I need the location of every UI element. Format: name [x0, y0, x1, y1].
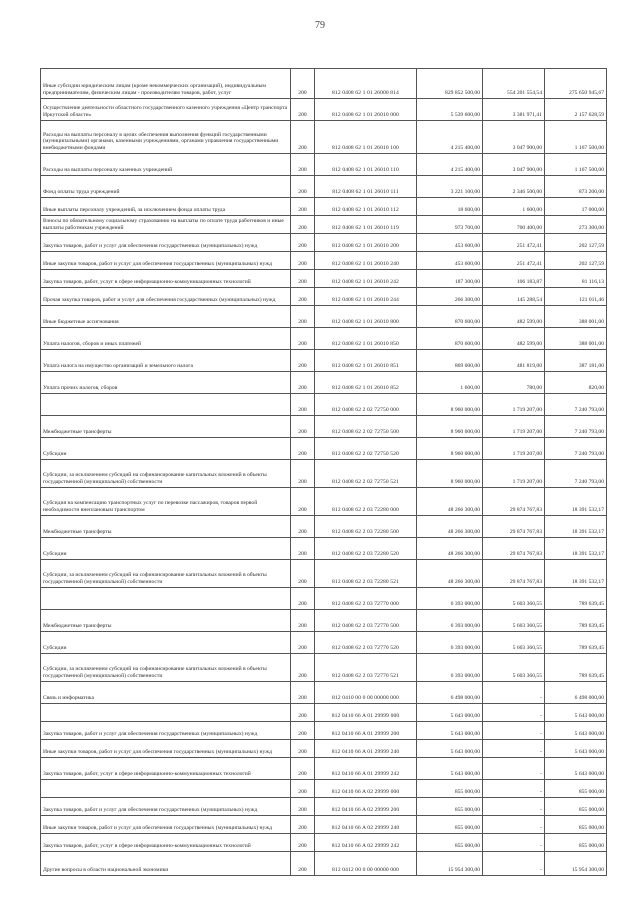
row-rest-cell: 789 639,45	[545, 654, 607, 682]
row-code-cell: 200	[291, 198, 315, 216]
row-kbk-cell: 812 0408 62 1 01 26010 100	[315, 121, 417, 154]
row-code-cell: 200	[291, 121, 315, 154]
row-exec-cell: 700 400,00	[483, 216, 545, 234]
row-plan-cell: 6 498 000,00	[417, 682, 483, 704]
row-code-cell: 200	[291, 216, 315, 234]
row-exec-cell: -	[483, 834, 545, 852]
row-exec-cell: 145 288,54	[483, 288, 545, 306]
row-name-cell: Иные закупки товаров, работ и услуг для обеспечения государственных (муниципальных) нужд	[41, 252, 291, 270]
table-row	[41, 852, 607, 876]
row-name-cell: Иные бюджетные ассигнования	[41, 306, 291, 328]
row-plan-cell: 5 643 000,00	[417, 704, 483, 722]
row-rest-cell: 81 116,13	[545, 270, 607, 288]
row-plan-cell: 5 643 000,00	[417, 740, 483, 758]
row-plan-cell: 3 221 100,00	[417, 176, 483, 198]
table-row	[41, 121, 607, 154]
row-rest-cell: 820,00	[545, 372, 607, 394]
row-rest-cell: 2 157 628,59	[545, 99, 607, 121]
row-plan-cell: 870 600,00	[417, 328, 483, 350]
row-name-cell	[41, 394, 291, 416]
table-row	[41, 704, 607, 722]
table-row	[41, 350, 607, 372]
row-name-cell: Субсидии, за исключением субсидий на софинансирование капитальных вложений в объекты государственной (муниципальной) собственности	[41, 654, 291, 682]
row-plan-cell: 869 000,00	[417, 350, 483, 372]
row-plan-cell: 266 300,00	[417, 288, 483, 306]
row-exec-cell: 5 603 360,55	[483, 654, 545, 682]
row-name-cell: Уплата налога на имущество организаций и земельного налога	[41, 350, 291, 372]
row-plan-cell: 48 266 300,00	[417, 560, 483, 588]
row-kbk-cell: 812 0408 62 1 01 26010 851	[315, 350, 417, 372]
row-rest-cell: 6 498 000,00	[545, 682, 607, 704]
table-row	[41, 632, 607, 654]
row-plan-cell: 1 600,00	[417, 372, 483, 394]
row-exec-cell: 5 603 360,55	[483, 610, 545, 632]
row-kbk-cell: 812 0410 66 A 02 29999 242	[315, 834, 417, 852]
table-row	[41, 588, 607, 610]
row-name-cell: Взносы по обязательному социальному страхованию на выплаты по оплате труда работников и иные выплаты работникам учреждений	[41, 216, 291, 234]
row-exec-cell: 2 346 500,00	[483, 176, 545, 198]
row-rest-cell: 121 011,46	[545, 288, 607, 306]
row-name-cell: Закупка товаров, работ, услуг в сфере информационно-коммуникационных технологий	[41, 758, 291, 780]
row-code-cell: 200	[291, 834, 315, 852]
row-exec-cell: 482 599,00	[483, 306, 545, 328]
row-kbk-cell: 812 0408 62 2 03 72280 500	[315, 516, 417, 538]
row-code-cell: 200	[291, 632, 315, 654]
table-row	[41, 270, 607, 288]
row-kbk-cell: 812 0408 62 2 03 72280 000	[315, 488, 417, 516]
row-name-cell: Закупка товаров, работ и услуг для обеспечения государственных (муниципальных) нужд	[41, 234, 291, 252]
row-exec-cell: 29 874 767,83	[483, 560, 545, 588]
row-code-cell: 200	[291, 328, 315, 350]
row-kbk-cell: 812 0408 62 2 02 72750 521	[315, 460, 417, 488]
row-exec-cell: -	[483, 816, 545, 834]
row-kbk-cell: 812 0410 66 A 01 29999 000	[315, 704, 417, 722]
row-code-cell: 200	[291, 740, 315, 758]
row-rest-cell: 5 643 000,00	[545, 704, 607, 722]
row-exec-cell: 1 719 207,00	[483, 394, 545, 416]
row-plan-cell: 6 393 000,00	[417, 588, 483, 610]
row-kbk-cell: 812 0412 00 0 00 00000 000	[315, 852, 417, 876]
row-plan-cell: 973 700,00	[417, 216, 483, 234]
row-exec-cell: 29 874 767,83	[483, 516, 545, 538]
row-code-cell: 200	[291, 176, 315, 198]
table-row	[41, 438, 607, 460]
row-exec-cell: 5 603 360,55	[483, 632, 545, 654]
row-kbk-cell: 812 0408 62 2 03 72770 000	[315, 588, 417, 610]
row-rest-cell: 5 643 000,00	[545, 740, 607, 758]
row-plan-cell: 48 266 300,00	[417, 516, 483, 538]
table-row	[41, 798, 607, 816]
row-rest-cell: 7 240 793,00	[545, 460, 607, 488]
row-code-cell: 200	[291, 610, 315, 632]
row-rest-cell: 7 240 793,00	[545, 416, 607, 438]
table-row	[41, 198, 607, 216]
row-plan-cell: 5 539 600,00	[417, 99, 483, 121]
row-exec-cell: 482 599,00	[483, 328, 545, 350]
row-code-cell: 200	[291, 560, 315, 588]
table-row	[41, 516, 607, 538]
row-code-cell: 200	[291, 270, 315, 288]
table-row	[41, 682, 607, 704]
row-rest-cell: 18 391 532,17	[545, 516, 607, 538]
row-rest-cell: 1 167 500,00	[545, 121, 607, 154]
budget-table	[40, 68, 607, 876]
row-kbk-cell: 812 0408 62 1 01 26010 119	[315, 216, 417, 234]
table-row	[41, 488, 607, 516]
row-code-cell: 200	[291, 538, 315, 560]
row-kbk-cell: 812 0410 66 A 02 29999 000	[315, 780, 417, 798]
row-name-cell: Субсидии	[41, 538, 291, 560]
row-name-cell: Закупка товаров, работ, услуг в сфере информационно-коммуникационных технологий	[41, 834, 291, 852]
row-exec-cell: 1 719 207,00	[483, 438, 545, 460]
row-name-cell: Закупка товаров, работ, услуг в сфере информационно-коммуникационных технологий	[41, 270, 291, 288]
table-row	[41, 460, 607, 488]
row-plan-cell: 4 215 400,00	[417, 121, 483, 154]
row-plan-cell: 855 000,00	[417, 780, 483, 798]
row-code-cell: 200	[291, 234, 315, 252]
table-row	[41, 234, 607, 252]
row-rest-cell: 18 391 532,17	[545, 538, 607, 560]
row-name-cell: Субсидии	[41, 632, 291, 654]
row-kbk-cell: 812 0408 62 1 01 26010 110	[315, 154, 417, 176]
row-name-cell: Расходы на выплаты персоналу в целях обеспечения выполнения функций государственными (муниципальными) органами, казенными учреждениями, органами управления государственными внебюджетными фондами	[41, 121, 291, 154]
row-exec-cell: -	[483, 740, 545, 758]
row-exec-cell: 106 183,87	[483, 270, 545, 288]
row-name-cell: Иные выплаты персоналу учреждений, за исключением фонда оплаты труда	[41, 198, 291, 216]
row-name-cell: Межбюджетные трансферты	[41, 516, 291, 538]
row-rest-cell: 5 643 000,00	[545, 758, 607, 780]
row-kbk-cell: 812 0408 62 2 02 72750 520	[315, 438, 417, 460]
table-row	[41, 416, 607, 438]
row-exec-cell: 3 047 900,00	[483, 154, 545, 176]
row-kbk-cell: 812 0410 66 A 01 29999 200	[315, 722, 417, 740]
table-row	[41, 328, 607, 350]
row-exec-cell: -	[483, 780, 545, 798]
row-rest-cell: 15 954 300,00	[545, 852, 607, 876]
row-code-cell: 200	[291, 816, 315, 834]
row-plan-cell: 5 643 000,00	[417, 722, 483, 740]
row-plan-cell: 48 266 300,00	[417, 538, 483, 560]
row-exec-cell: 1 719 207,00	[483, 416, 545, 438]
row-code-cell: 200	[291, 852, 315, 876]
row-rest-cell: 17 000,00	[545, 198, 607, 216]
row-kbk-cell: 812 0408 62 1 01 26010 200	[315, 234, 417, 252]
row-rest-cell: 7 240 793,00	[545, 394, 607, 416]
row-plan-cell: 8 960 000,00	[417, 394, 483, 416]
row-exec-cell: 780,00	[483, 372, 545, 394]
table-row	[41, 560, 607, 588]
row-rest-cell: 202 127,59	[545, 252, 607, 270]
table-row	[41, 394, 607, 416]
row-plan-cell: 187 300,00	[417, 270, 483, 288]
row-kbk-cell: 812 0410 66 A 01 29999 242	[315, 758, 417, 780]
table-row	[41, 154, 607, 176]
row-plan-cell: 8 960 000,00	[417, 460, 483, 488]
table-row	[41, 780, 607, 798]
row-code-cell: 200	[291, 704, 315, 722]
row-exec-cell: 29 874 767,83	[483, 488, 545, 516]
row-rest-cell: 789 639,45	[545, 610, 607, 632]
row-kbk-cell: 812 0408 62 2 03 72770 500	[315, 610, 417, 632]
row-code-cell: 200	[291, 588, 315, 610]
row-code-cell: 200	[291, 798, 315, 816]
row-exec-cell: 3 381 971,41	[483, 99, 545, 121]
row-rest-cell: 202 127,59	[545, 234, 607, 252]
row-kbk-cell: 812 0408 62 2 02 72750 000	[315, 394, 417, 416]
row-code-cell: 200	[291, 99, 315, 121]
row-name-cell: Другие вопросы в области национальной экономики	[41, 852, 291, 876]
row-name-cell: Связь и информатика	[41, 682, 291, 704]
row-name-cell: Субсидия на компенсацию транспортных услуг по перевозке пассажиров, товаров первой необходимости внеплановым транспортом	[41, 488, 291, 516]
row-plan-cell: 18 600,00	[417, 198, 483, 216]
table-row	[41, 69, 607, 99]
row-exec-cell: -	[483, 852, 545, 876]
row-rest-cell: 5 643 000,00	[545, 722, 607, 740]
row-exec-cell: 251 472,41	[483, 234, 545, 252]
row-code-cell: 200	[291, 394, 315, 416]
row-kbk-cell: 812 0408 62 1 01 26000 814	[315, 69, 417, 99]
row-plan-cell: 8 960 000,00	[417, 416, 483, 438]
row-plan-cell: 453 600,00	[417, 234, 483, 252]
row-code-cell: 200	[291, 154, 315, 176]
row-kbk-cell: 812 0408 62 2 03 72280 520	[315, 538, 417, 560]
row-name-cell: Прочая закупка товаров, работ и услуг для обеспечения государственных (муниципальных) нужд	[41, 288, 291, 306]
row-plan-cell: 453 600,00	[417, 252, 483, 270]
row-name-cell: Закупка товаров, работ и услуг для обеспечения государственных (муниципальных) нужд	[41, 722, 291, 740]
row-name-cell: Иные закупки товаров, работ и услуг для обеспечения государственных (муниципальных) нужд	[41, 816, 291, 834]
row-code-cell: 200	[291, 488, 315, 516]
row-exec-cell: -	[483, 682, 545, 704]
row-name-cell: Межбюджетные трансферты	[41, 416, 291, 438]
row-code-cell: 200	[291, 654, 315, 682]
row-code-cell: 200	[291, 758, 315, 780]
row-rest-cell: 275 650 945,67	[545, 69, 607, 99]
row-plan-cell: 48 266 300,00	[417, 488, 483, 516]
row-rest-cell: 789 639,45	[545, 588, 607, 610]
row-code-cell: 200	[291, 350, 315, 372]
table-row	[41, 758, 607, 780]
row-rest-cell: 855 000,00	[545, 798, 607, 816]
row-code-cell: 200	[291, 372, 315, 394]
row-name-cell	[41, 588, 291, 610]
table-row	[41, 99, 607, 121]
row-exec-cell: 481 819,00	[483, 350, 545, 372]
row-plan-cell: 855 000,00	[417, 798, 483, 816]
table-row	[41, 306, 607, 328]
row-kbk-cell: 812 0408 62 2 03 72770 521	[315, 654, 417, 682]
row-exec-cell: 1 719 207,00	[483, 460, 545, 488]
row-plan-cell: 870 600,00	[417, 306, 483, 328]
row-rest-cell: 18 391 532,17	[545, 488, 607, 516]
row-code-cell: 200	[291, 416, 315, 438]
row-name-cell: Субсидии, за исключением субсидий на софинансирование капитальных вложений в объекты государственной (муниципальной) собственности	[41, 460, 291, 488]
row-name-cell: Субсидии	[41, 438, 291, 460]
row-code-cell: 200	[291, 516, 315, 538]
row-exec-cell: 5 603 360,55	[483, 588, 545, 610]
row-rest-cell: 873 200,00	[545, 176, 607, 198]
row-rest-cell: 273 300,00	[545, 216, 607, 234]
row-rest-cell: 388 001,00	[545, 306, 607, 328]
row-exec-cell: 251 472,41	[483, 252, 545, 270]
row-plan-cell: 855 000,00	[417, 834, 483, 852]
table-row	[41, 654, 607, 682]
row-kbk-cell: 812 0408 62 2 03 72280 521	[315, 560, 417, 588]
row-plan-cell: 6 393 000,00	[417, 632, 483, 654]
row-rest-cell: 855 000,00	[545, 834, 607, 852]
row-kbk-cell: 812 0408 62 1 01 26010 000	[315, 99, 417, 121]
budget-table-body	[41, 69, 607, 876]
row-code-cell: 200	[291, 780, 315, 798]
row-name-cell: Иные закупки товаров, работ и услуг для обеспечения государственных (муниципальных) нужд	[41, 740, 291, 758]
row-code-cell: 200	[291, 69, 315, 99]
row-rest-cell: 387 181,00	[545, 350, 607, 372]
row-rest-cell: 1 167 500,00	[545, 154, 607, 176]
row-name-cell: Субсидии, за исключением субсидий на софинансирование капитальных вложений в объекты государственной (муниципальной) собственности	[41, 560, 291, 588]
row-plan-cell: 829 852 500,00	[417, 69, 483, 99]
table-row	[41, 538, 607, 560]
row-name-cell	[41, 780, 291, 798]
row-code-cell: 200	[291, 460, 315, 488]
row-kbk-cell: 812 0408 62 1 01 26010 244	[315, 288, 417, 306]
row-plan-cell: 4 215 400,00	[417, 154, 483, 176]
row-name-cell: Уплата прочих налогов, сборов	[41, 372, 291, 394]
row-name-cell: Фонд оплаты труда учреждений	[41, 176, 291, 198]
row-plan-cell: 15 954 300,00	[417, 852, 483, 876]
row-kbk-cell: 812 0408 62 2 03 72770 520	[315, 632, 417, 654]
row-exec-cell: -	[483, 722, 545, 740]
row-exec-cell: 1 600,00	[483, 198, 545, 216]
row-plan-cell: 6 393 000,00	[417, 610, 483, 632]
row-kbk-cell: 812 0408 62 1 01 26010 112	[315, 198, 417, 216]
row-name-cell: Осуществление деятельности областного государственного казенного учреждения «Центр транспорта Иркутской области»	[41, 99, 291, 121]
row-rest-cell: 855 000,00	[545, 816, 607, 834]
table-row	[41, 816, 607, 834]
row-kbk-cell: 812 0410 66 A 01 29999 240	[315, 740, 417, 758]
table-row	[41, 176, 607, 198]
row-name-cell: Иные субсидии юридическим лицам (кроме некоммерческих организаций), индивидуальным предпринимателям, физическим лицам - производителям товаров, работ, услуг	[41, 69, 291, 99]
row-rest-cell: 855 000,00	[545, 780, 607, 798]
row-rest-cell: 388 001,00	[545, 328, 607, 350]
page-number: 79	[315, 20, 325, 31]
table-row	[41, 834, 607, 852]
table-row	[41, 216, 607, 234]
row-code-cell: 200	[291, 682, 315, 704]
row-name-cell: Закупка товаров, работ и услуг для обеспечения государственных (муниципальных) нужд	[41, 798, 291, 816]
table-row	[41, 288, 607, 306]
table-row	[41, 372, 607, 394]
table-row	[41, 740, 607, 758]
row-name-cell: Расходы на выплаты персоналу казенных учреждений	[41, 154, 291, 176]
table-row	[41, 610, 607, 632]
row-kbk-cell: 812 0408 62 1 01 26010 850	[315, 328, 417, 350]
row-rest-cell: 7 240 793,00	[545, 438, 607, 460]
row-kbk-cell: 812 0408 62 1 01 26010 242	[315, 270, 417, 288]
row-exec-cell: -	[483, 798, 545, 816]
row-kbk-cell: 812 0408 62 1 01 26010 240	[315, 252, 417, 270]
row-kbk-cell: 812 0408 62 1 01 26010 800	[315, 306, 417, 328]
row-kbk-cell: 812 0408 62 1 01 26010 111	[315, 176, 417, 198]
row-rest-cell: 789 639,45	[545, 632, 607, 654]
row-exec-cell: -	[483, 758, 545, 780]
row-plan-cell: 5 643 000,00	[417, 758, 483, 780]
row-code-cell: 200	[291, 288, 315, 306]
row-code-cell: 200	[291, 438, 315, 460]
row-kbk-cell: 812 0408 62 1 01 26010 852	[315, 372, 417, 394]
row-exec-cell: 554 201 554,54	[483, 69, 545, 99]
row-kbk-cell: 812 0410 66 A 02 29999 240	[315, 816, 417, 834]
row-exec-cell: -	[483, 704, 545, 722]
table-row	[41, 722, 607, 740]
row-code-cell: 200	[291, 722, 315, 740]
row-plan-cell: 855 000,00	[417, 816, 483, 834]
row-code-cell: 200	[291, 306, 315, 328]
row-plan-cell: 6 393 000,00	[417, 654, 483, 682]
row-kbk-cell: 812 0410 66 A 02 29999 200	[315, 798, 417, 816]
row-kbk-cell: 812 0408 62 2 02 72750 500	[315, 416, 417, 438]
row-code-cell: 200	[291, 252, 315, 270]
row-name-cell: Уплата налогов, сборов и иных платежей	[41, 328, 291, 350]
row-name-cell: Межбюджетные трансферты	[41, 610, 291, 632]
table-row	[41, 252, 607, 270]
row-exec-cell: 3 047 900,00	[483, 121, 545, 154]
row-kbk-cell: 812 0410 00 0 00 00000 000	[315, 682, 417, 704]
row-name-cell	[41, 704, 291, 722]
row-plan-cell: 8 960 000,00	[417, 438, 483, 460]
row-rest-cell: 18 391 532,17	[545, 560, 607, 588]
row-exec-cell: 29 874 767,83	[483, 538, 545, 560]
